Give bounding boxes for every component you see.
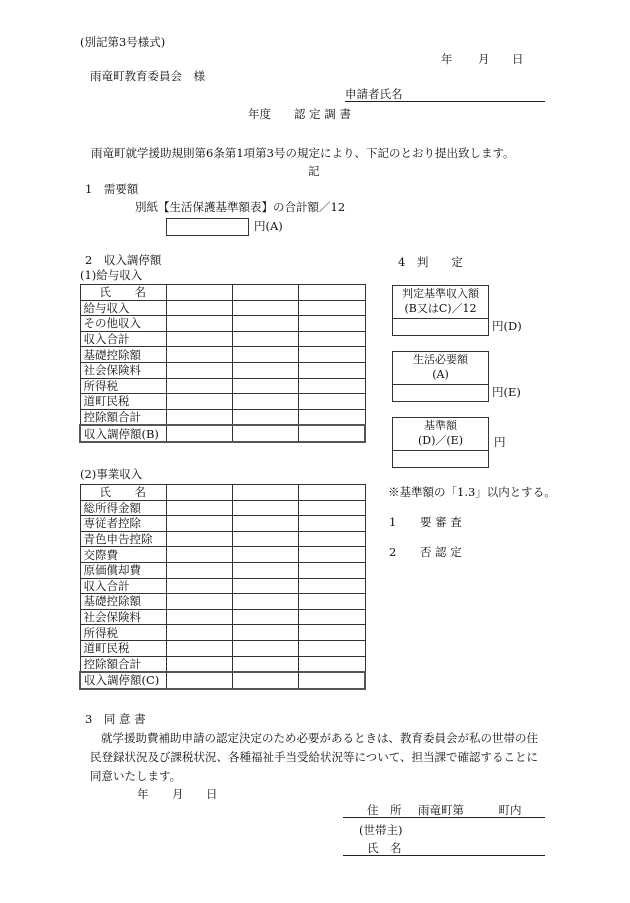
row-label: 社会保険料 [80, 609, 167, 625]
row-label: 収入合計 [80, 331, 167, 347]
amount-cell[interactable] [167, 500, 233, 516]
consent-line2: 民登録状況及び課税状況、各種福祉手当受給状況等について、担当課で確認することに [90, 750, 539, 764]
section2-heading: 2 収入調停額 [85, 253, 162, 267]
amount-cell[interactable] [299, 640, 366, 656]
row-label: 収入合計 [80, 578, 167, 594]
base-amount-note: ※基準額の「1.3」以内とする。 [388, 485, 556, 499]
amount-cell[interactable] [167, 640, 233, 656]
amount-cell[interactable] [299, 316, 366, 332]
option1-review: 要 審 査 [420, 515, 462, 529]
row-label: 青色申告控除 [80, 531, 167, 547]
member-column[interactable] [167, 285, 233, 301]
table-row [80, 409, 365, 425]
judgement-base-label: 判定基準収入額 [402, 287, 479, 300]
amount-d-field[interactable] [392, 318, 489, 336]
address-value: 雨竜町第 町内 [418, 803, 522, 817]
option1-number: 1 [389, 515, 397, 529]
row-label: 基礎控除額 [80, 347, 167, 363]
row-label: 基礎控除額 [80, 594, 167, 610]
salary-income-subheading: (1)給与収入 [80, 268, 143, 282]
table-row [80, 672, 365, 689]
table-header-row [80, 285, 365, 301]
amount-cell[interactable] [167, 562, 233, 578]
amount-cell[interactable] [233, 625, 299, 641]
row-label: 控除額合計 [80, 656, 167, 672]
date-year: 年 [441, 52, 453, 66]
amount-cell[interactable] [299, 547, 366, 563]
applicant-name-line[interactable] [345, 101, 545, 102]
amount-cell[interactable] [299, 409, 366, 425]
amount-cell[interactable] [299, 378, 366, 394]
table-row [80, 425, 365, 442]
amount-cell[interactable] [299, 394, 366, 410]
base-amount-field[interactable] [392, 450, 489, 468]
amount-cell[interactable] [233, 609, 299, 625]
row-label: 専従者控除 [80, 516, 167, 532]
amount-e-field[interactable] [392, 384, 489, 402]
judgement-base-formula: (B又はC)／12 [404, 302, 477, 315]
amount-cell[interactable] [167, 347, 233, 363]
address-line[interactable] [343, 817, 545, 818]
addressee: 雨竜町教育委員会 様 [90, 69, 205, 83]
judgement-base-box [392, 285, 489, 319]
table-row [80, 378, 365, 394]
amount-cell[interactable] [233, 640, 299, 656]
table-row [80, 625, 365, 641]
form-number: (別記第3号様式) [80, 35, 166, 49]
business-income-table [79, 484, 366, 690]
amount-cell[interactable] [233, 300, 299, 316]
consent-year: 年 [137, 787, 149, 801]
member-column[interactable] [299, 485, 366, 501]
amount-cell[interactable] [299, 500, 366, 516]
name-header-right: 名 [134, 485, 146, 500]
amount-cell[interactable] [167, 516, 233, 532]
name-header-left: 氏 [99, 285, 111, 300]
amount-cell[interactable] [233, 672, 299, 689]
amount-cell[interactable] [299, 672, 366, 689]
table-row [80, 331, 365, 347]
row-label: 道町民税 [80, 640, 167, 656]
option2-number: 2 [389, 545, 397, 559]
row-label: 道町民税 [80, 394, 167, 410]
amount-cell[interactable] [167, 362, 233, 378]
row-label: 所得税 [80, 625, 167, 641]
amount-cell[interactable] [233, 316, 299, 332]
consent-month: 月 [172, 787, 184, 801]
amount-cell[interactable] [233, 531, 299, 547]
base-amount-unit: 円 [494, 435, 506, 449]
business-income-subheading: (2)事業収入 [80, 467, 143, 481]
amount-cell[interactable] [233, 378, 299, 394]
table-row [80, 362, 365, 378]
table-row [80, 609, 365, 625]
amount-cell[interactable] [167, 594, 233, 610]
row-label: その他収入 [80, 316, 167, 332]
name-header-right: 名 [134, 285, 146, 300]
doc-title: 年度 認 定 調 書 [248, 107, 351, 121]
amount-cell[interactable] [167, 578, 233, 594]
amount-d-unit: 円(D) [492, 319, 522, 333]
consent-day: 日 [206, 787, 218, 801]
living-cost-ref: (A) [432, 368, 449, 381]
member-column[interactable] [167, 485, 233, 501]
base-amount-box [392, 417, 489, 451]
amount-cell[interactable] [167, 300, 233, 316]
table-row [80, 594, 365, 610]
table-row [80, 547, 365, 563]
member-column[interactable] [233, 285, 299, 301]
option2-rejected: 否 認 定 [420, 545, 462, 559]
amount-cell[interactable] [233, 547, 299, 563]
table-row [80, 531, 365, 547]
base-amount-formula: (D)／(E) [417, 434, 463, 447]
table-row [80, 300, 365, 316]
householder-label: (世帯主) [359, 823, 403, 837]
amount-cell[interactable] [299, 594, 366, 610]
amount-cell[interactable] [233, 656, 299, 672]
table-row [80, 516, 365, 532]
amount-cell[interactable] [233, 331, 299, 347]
consent-line3: 同意いたします。 [90, 769, 182, 783]
applicant-name-label: 申請者氏名 [345, 87, 403, 101]
amount-cell[interactable] [299, 609, 366, 625]
amount-cell[interactable] [299, 562, 366, 578]
row-label: 原価償却費 [80, 562, 167, 578]
amount-cell[interactable] [167, 656, 233, 672]
name-header-left: 氏 [99, 485, 111, 500]
consent-line1: 就学援助費補助申請の認定決定のため必要があるときは、教育委員会が私の世帯の住 [101, 731, 538, 745]
amount-cell[interactable] [167, 425, 233, 442]
row-label: 社会保険料 [80, 362, 167, 378]
salary-income-table [79, 284, 366, 443]
row-label: 収入調停額(B) [80, 425, 167, 442]
amount-cell[interactable] [233, 562, 299, 578]
amount-cell[interactable] [299, 625, 366, 641]
amount-cell[interactable] [299, 516, 366, 532]
amount-cell[interactable] [167, 672, 233, 689]
section3-heading: 3 同 意 書 [85, 712, 146, 726]
amount-cell[interactable] [299, 425, 366, 442]
section1-text: 別紙【生活保護基準額表】の合計額／12 [135, 200, 346, 214]
row-label: 給与収入 [80, 300, 167, 316]
amount-cell[interactable] [233, 500, 299, 516]
intro-text: 雨竜町就学援助規則第6条第1項第3号の規定により、下記のとおり提出致します。 [91, 146, 515, 160]
table-row [80, 562, 365, 578]
amount-cell[interactable] [299, 531, 366, 547]
living-cost-box [392, 351, 489, 385]
table-row [80, 656, 365, 672]
amount-cell[interactable] [299, 578, 366, 594]
amount-cell[interactable] [233, 394, 299, 410]
date-month: 月 [478, 52, 490, 66]
amount-cell[interactable] [299, 362, 366, 378]
amount-cell[interactable] [167, 378, 233, 394]
row-label: 交際費 [80, 547, 167, 563]
date-day: 日 [512, 52, 524, 66]
amount-cell[interactable] [167, 409, 233, 425]
table-row [80, 347, 365, 363]
section1-heading: 1 需要額 [85, 182, 139, 196]
amount-cell[interactable] [167, 394, 233, 410]
amount-cell[interactable] [233, 578, 299, 594]
amount-cell[interactable] [233, 409, 299, 425]
amount-cell[interactable] [233, 516, 299, 532]
amount-cell[interactable] [233, 425, 299, 442]
name-label: 氏 名 [367, 841, 402, 855]
address-label: 住 所 [367, 803, 402, 817]
amount-cell[interactable] [167, 625, 233, 641]
amount-cell[interactable] [167, 609, 233, 625]
ki-label: 記 [308, 164, 320, 178]
row-label: 控除額合計 [80, 409, 167, 425]
amount-cell[interactable] [167, 331, 233, 347]
amount-a-field[interactable] [166, 218, 249, 236]
table-row [80, 316, 365, 332]
section4-heading: 4 判 定 [398, 255, 463, 269]
table-row [80, 500, 365, 516]
amount-cell[interactable] [299, 347, 366, 363]
amount-cell[interactable] [233, 594, 299, 610]
table-header-row [80, 485, 365, 501]
member-column[interactable] [299, 285, 366, 301]
base-amount-label: 基準額 [424, 419, 457, 432]
amount-cell[interactable] [167, 547, 233, 563]
amount-e-unit: 円(E) [492, 385, 521, 399]
amount-cell[interactable] [299, 300, 366, 316]
row-label: 所得税 [80, 378, 167, 394]
amount-cell[interactable] [167, 316, 233, 332]
name-line[interactable] [343, 855, 545, 856]
amount-cell[interactable] [167, 531, 233, 547]
amount-cell[interactable] [299, 331, 366, 347]
amount-cell[interactable] [299, 656, 366, 672]
amount-cell[interactable] [233, 362, 299, 378]
amount-cell[interactable] [233, 347, 299, 363]
living-cost-label: 生活必要額 [413, 353, 468, 366]
table-row [80, 394, 365, 410]
member-column[interactable] [233, 485, 299, 501]
table-row [80, 640, 365, 656]
row-label: 総所得金額 [80, 500, 167, 516]
amount-a-unit: 円(A) [254, 219, 283, 233]
row-label: 収入調停額(C) [80, 672, 167, 689]
table-row [80, 578, 365, 594]
